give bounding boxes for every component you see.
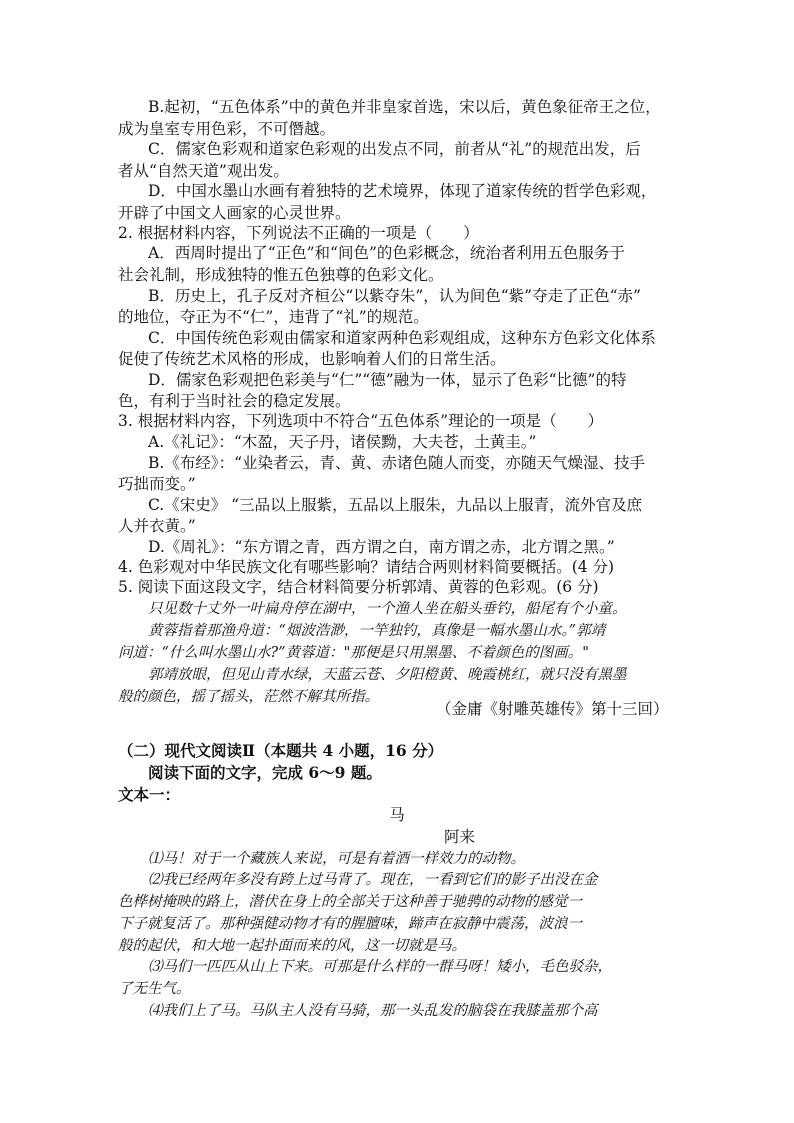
q5-stem: 5. 阅读下面这段文字，结合材料简要分析郭靖、黄蓉的色彩观。(6 分) [118, 578, 599, 596]
q5-excerpt-p2-line2: 问道：“什么叫水墨山水?”黄蓉道："那便是只用黑墨、不着颜色的图画。" [118, 645, 589, 661]
q5-excerpt-p3-line1: 郭靖放眼，但见山青水绿，天蓝云苍、夕阳橙黄、晚霞桃红，就只没有黑墨 [148, 667, 627, 683]
q5-source: （金庸《射雕英雄传》第十三回） [436, 700, 669, 718]
q2-option-a-line1: A．西周时提出了“正色”和“间色”的色彩概念，统治者利用五色服务于 [148, 244, 625, 262]
article-p4-line1: ⑷我们上了马。马队主人没有马骑，那一头乱发的脑袋在我膝盖那个高 [148, 1003, 598, 1019]
article-p1: ⑴马！对于一个藏族人来说，可是有着酒一样效力的动物。 [148, 851, 525, 867]
article-p3-line1: ⑶马们一匹匹从山上下来。可那是什么样的一群马呀！矮小，毛色驳杂， [148, 959, 612, 975]
article-author: 阿来 [444, 828, 476, 846]
article-p2-line2: 色桦树掩映的路上，潜伏在身上的全部关于这种善于驰骋的动物的感觉一 [118, 894, 582, 910]
q3-stem: 3. 根据材料内容，下列选项中不符合“五色体系”理论的一项是（ ） [118, 412, 604, 430]
q3-option-c-line2: 人并衣黄。” [118, 517, 196, 535]
q2-option-b-line2: 的地位，夺正为不“仁”，违背了“礼”的规范。 [118, 308, 429, 326]
q1-option-b-line1: B.起初，“五色体系”中的黄色并非皇家首选，宋以后，黄色象征帝王之位， [148, 98, 661, 116]
section2-heading: （二）现代文阅读Ⅱ（本题共 4 小题，16 分） [118, 741, 444, 760]
q5-excerpt-p3-line2: 般的颜色，摇了摇头，茫然不解其所指。 [118, 689, 379, 705]
q1-option-d-line1: D．中国水墨山水画有着独特的艺术境界，体现了道家传统的哲学色彩观， [148, 182, 657, 200]
q3-option-b-line2: 巧拙而变。” [118, 475, 196, 493]
q1-option-c-line1: C．儒家色彩观和道家色彩观的出发点不同，前者从“礼”的规范出发，后 [148, 140, 641, 158]
q1-option-c-line2: 者从“自然天道”观出发。 [118, 162, 289, 180]
article-p3-line2: 了无生气。 [118, 981, 191, 997]
q3-option-c-line1: C.《宋史》 “三品以上服紫，五品以上服朱，九品以上服青，流外官及庶 [148, 496, 643, 514]
q2-option-c-line2: 促使了传统艺术风格的形成，也影响着人们的日常生活。 [118, 350, 506, 368]
article-p2-line1: ⑵我已经两年多没有跨上过马背了。现在，一看到它们的影子出没在金 [148, 872, 598, 888]
q5-excerpt-p2-line1: 黄蓉指着那渔舟道：“烟波浩渺，一竿独钓，真像是一幅水墨山水。”郭靖 [148, 623, 606, 639]
q2-option-a-line2: 社会礼制，形成独特的惟五色独尊的色彩文化。 [118, 266, 444, 284]
q2-option-b-line1: B．历史上，孔子反对齐桓公“以紫夺朱”，认为间色“紫”夺走了正色“赤” [148, 287, 641, 305]
q1-option-d-line2: 开辟了中国文人画家的心灵世界。 [118, 204, 351, 222]
q4-stem: 4. 色彩观对中华民族文化有哪些影响？请结合两则材料简要概括。(4 分) [118, 558, 615, 576]
section2-instruction: 阅读下面的文字，完成 6～9 题。 [148, 763, 382, 782]
q3-option-a: A.《礼记》：“木盈，天子丹，诸侯黝，大夫苍，土黄圭。” [148, 433, 537, 451]
article-p2-line3: 下子就复活了。那种强健动物才有的腥膻味，蹄声在寂静中震荡，波浪一 [118, 916, 582, 932]
q3-option-d: D.《周礼》：“东方谓之青，西方谓之白，南方谓之赤，北方谓之黑。” [148, 538, 615, 556]
q2-option-c-line1: C．中国传统色彩观由儒家和道家两种色彩观组成，这种东方色彩文化体系 [148, 329, 656, 347]
article-p2-line4: 般的起伏，和大地一起扑面而来的风，这一切就是马。 [118, 938, 466, 954]
q2-option-d-line1: D．儒家色彩观把色彩美与“仁”“德”融为一体，显示了色彩“比德”的特 [148, 371, 627, 389]
q5-excerpt-p1: 只见数十丈外一叶扁舟停在湖中，一个渔人坐在船头垂钓，船尾有个小童。 [148, 601, 627, 617]
q2-option-d-line2: 色，有利于当时社会的稳定发展。 [118, 392, 351, 410]
article-title: 马 [389, 806, 405, 824]
q3-option-b-line1: B.《布经》：“业染者云，青、黄、赤诸色随人而变，亦随天气燥湿、技手 [148, 454, 645, 472]
q1-option-b-line2: 成为皇室专用色彩，不可僭越。 [118, 120, 336, 138]
q2-stem: 2. 根据材料内容，下列说法不正确的一项是（ ） [118, 224, 479, 242]
text-one-label: 文本一： [118, 785, 181, 804]
